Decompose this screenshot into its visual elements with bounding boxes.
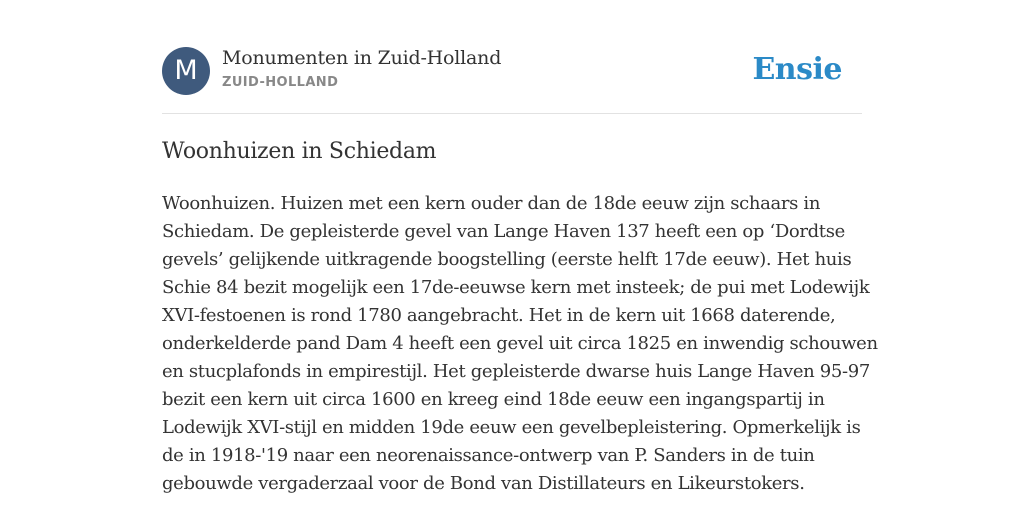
book-title-link[interactable]: Monumenten in Zuid-Holland xyxy=(222,47,502,69)
body-line: Lodewijk XVI-stijl en midden 19de eeuw een gevelbepleistering. Opmerkelijk is xyxy=(162,417,861,438)
body-line: gebouwde vergaderzaal voor de Bond van Distillateurs en Likeurstokers. xyxy=(162,473,805,494)
body-line: Schie 84 bezit mogelijk een 17de-eeuwse kern met insteek; de pui met Lodewijk xyxy=(162,277,870,298)
header-divider xyxy=(162,113,862,114)
article-title: Woonhuizen in Schiedam xyxy=(162,139,437,164)
body-line: bezit een kern uit circa 1600 en kreeg eind 18de eeuw een ingangspartij in xyxy=(162,389,825,410)
body-line: gevels’ gelijkende uitkragende boogstelling (eerste helft 17de eeuw). Het huis xyxy=(162,249,852,270)
body-line: Woonhuizen. Huizen met een kern ouder dan de 18de eeuw zijn schaars in xyxy=(162,193,821,214)
book-subtitle: ZUID-HOLLAND xyxy=(222,75,339,90)
body-line: onderkelderde pand Dam 4 heeft een gevel uit circa 1825 en inwendig schouwen xyxy=(162,333,878,354)
body-line: Schiedam. De gepleisterde gevel van Lange Haven 137 heeft een op ‘Dordtse xyxy=(162,221,845,242)
header xyxy=(162,46,862,96)
brand-logo[interactable]: Ensie xyxy=(752,52,842,87)
body-line: XVI-festoenen is rond 1780 aangebracht. Het in de kern uit 1668 daterende, xyxy=(162,305,836,326)
body-line: en stucplafonds in empirestijl. Het gepleisterde dwarse huis Lange Haven 95-97 xyxy=(162,361,870,382)
article-body xyxy=(162,190,878,498)
body-line: de in 1918-'19 naar een neorenaissance-ontwerp van P. Sanders in de tuin xyxy=(162,445,815,466)
avatar[interactable]: M xyxy=(162,47,210,95)
